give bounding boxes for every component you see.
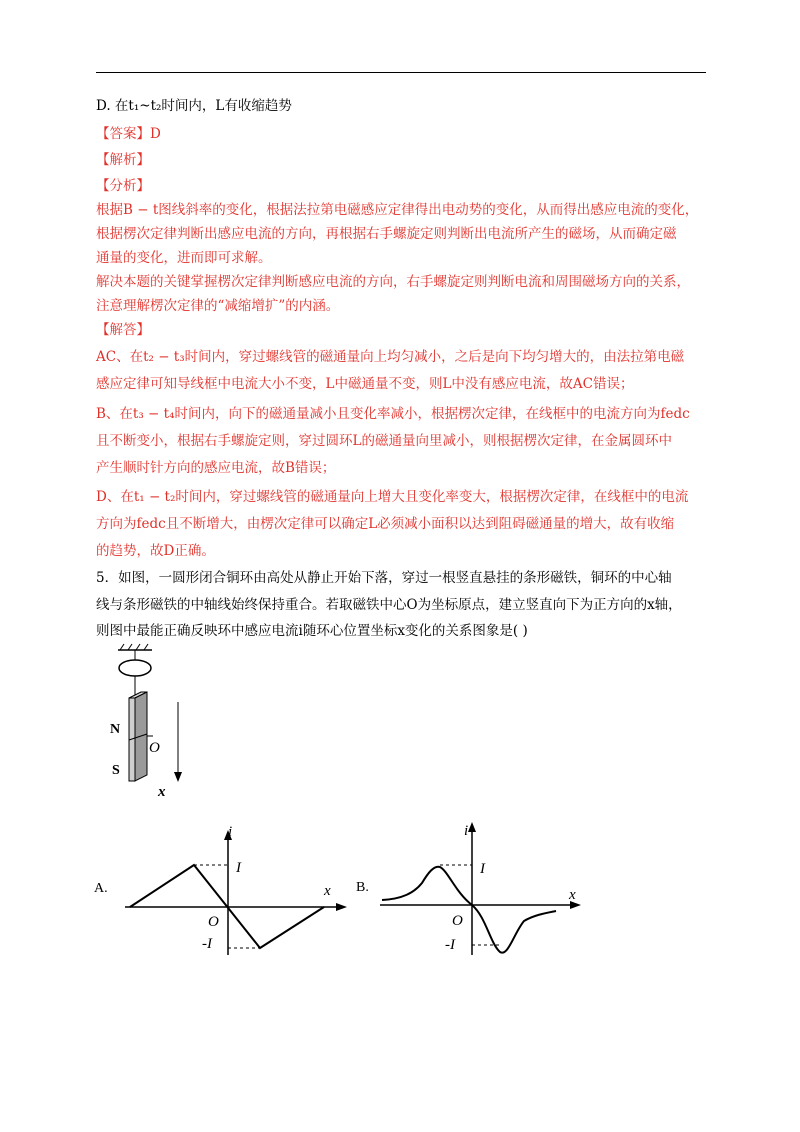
answer-label: 【答案】D bbox=[96, 126, 161, 142]
graph-b[interactable] bbox=[352, 815, 602, 965]
analysis-line: 注意理解楞次定律的“减缩增扩”的内涵。 bbox=[96, 298, 340, 314]
question-line: 线与条形磁铁的中轴线始终保持重合。若取磁铁中心O为坐标原点，建立竖直向下为正方向的x轴， bbox=[96, 597, 682, 613]
solution-line: 且不断变小，根据右手螺旋定则，穿过圆环L的磁通量向里减小，则根据楞次定律，在金属圆环中 bbox=[96, 433, 672, 449]
analysis-line: 根据B − t图线斜率的变化，根据法拉第电磁感应定律得出电动势的变化，从而得出感应电流的变化， bbox=[96, 202, 699, 218]
solution-line: D、在t₁ − t₂时间内，穿过螺线管的磁通量向上增大且变化率变大，根据楞次定律，在线框中的电流 bbox=[96, 489, 689, 505]
x-axis-label: x bbox=[158, 784, 166, 800]
solution-line: 感应定律可知导线框中电流大小不变，L中磁通量不变，则L中没有感应电流，故AC错误； bbox=[96, 376, 634, 392]
i-max-label: I bbox=[236, 860, 241, 876]
analysis-line: 通量的变化，进而即可求解。 bbox=[96, 250, 272, 266]
analysis-line: 解决本题的关键掌握楞次定律判断感应电流的方向，右手螺旋定则判断电流和周围磁场方向的关系， bbox=[96, 274, 690, 290]
question-line: 5．如图，一圆形闭合铜环由高处从静止开始下落，穿过一根竖直悬挂的条形磁铁，铜环的中心轴 bbox=[96, 570, 672, 586]
pole-s-label: S bbox=[112, 763, 120, 778]
option-d: D. 在t₁~t₂时间内，L有收缩趋势 bbox=[96, 98, 292, 114]
solution-line: AC、在t₂ − t₃时间内，穿过螺线管的磁通量向上均匀减小，之后是向下均匀增大的，由法拉第电磁 bbox=[96, 349, 685, 365]
i-min-label: -I bbox=[445, 937, 455, 953]
fenxi-label: 【分析】 bbox=[96, 178, 150, 194]
graph-a[interactable] bbox=[90, 820, 360, 970]
origin-label: O bbox=[208, 914, 219, 930]
origin-label: O bbox=[149, 740, 160, 756]
question-line: 则图中最能正确反映环中感应电流i随环心位置坐标x变化的关系图象是( ) bbox=[96, 623, 528, 639]
current-curve bbox=[382, 867, 556, 953]
i-axis-label: i bbox=[228, 824, 233, 840]
copper-ring bbox=[119, 660, 151, 676]
solution-line: B、在t₃ − t₄时间内，向下的磁通量减小且变化率减小，根据楞次定律，在线框中的电流方向为fedc bbox=[96, 406, 690, 422]
magnet-figure bbox=[100, 640, 220, 800]
x-axis-label: x bbox=[569, 887, 576, 903]
solution-line: 方向为fedc且不断增大，由楞次定律可以确定L必须减小面积以达到阻碍磁通量的增大，故有收缩 bbox=[96, 516, 675, 532]
jiexi-label: 【解析】 bbox=[96, 152, 150, 168]
i-max-label: I bbox=[480, 861, 485, 877]
solution-line: 产生顺时针方向的感应电流，故B错误； bbox=[96, 460, 336, 476]
analysis-line: 根据楞次定律判断出感应电流的方向，再根据右手螺旋定则判断出电流所产生的磁场，从而确定磁 bbox=[96, 226, 677, 242]
origin-label: O bbox=[452, 913, 463, 929]
jieda-label: 【解答】 bbox=[96, 322, 150, 338]
solution-line: 的趋势，故D正确。 bbox=[96, 543, 215, 559]
i-axis-label: i bbox=[464, 823, 469, 839]
option-a-label: A. bbox=[94, 881, 108, 896]
header-rule bbox=[96, 72, 706, 73]
i-min-label: -I bbox=[202, 936, 212, 952]
option-b-label: B. bbox=[356, 880, 369, 895]
pole-n-label: N bbox=[110, 722, 121, 737]
x-axis-label: x bbox=[324, 883, 331, 899]
